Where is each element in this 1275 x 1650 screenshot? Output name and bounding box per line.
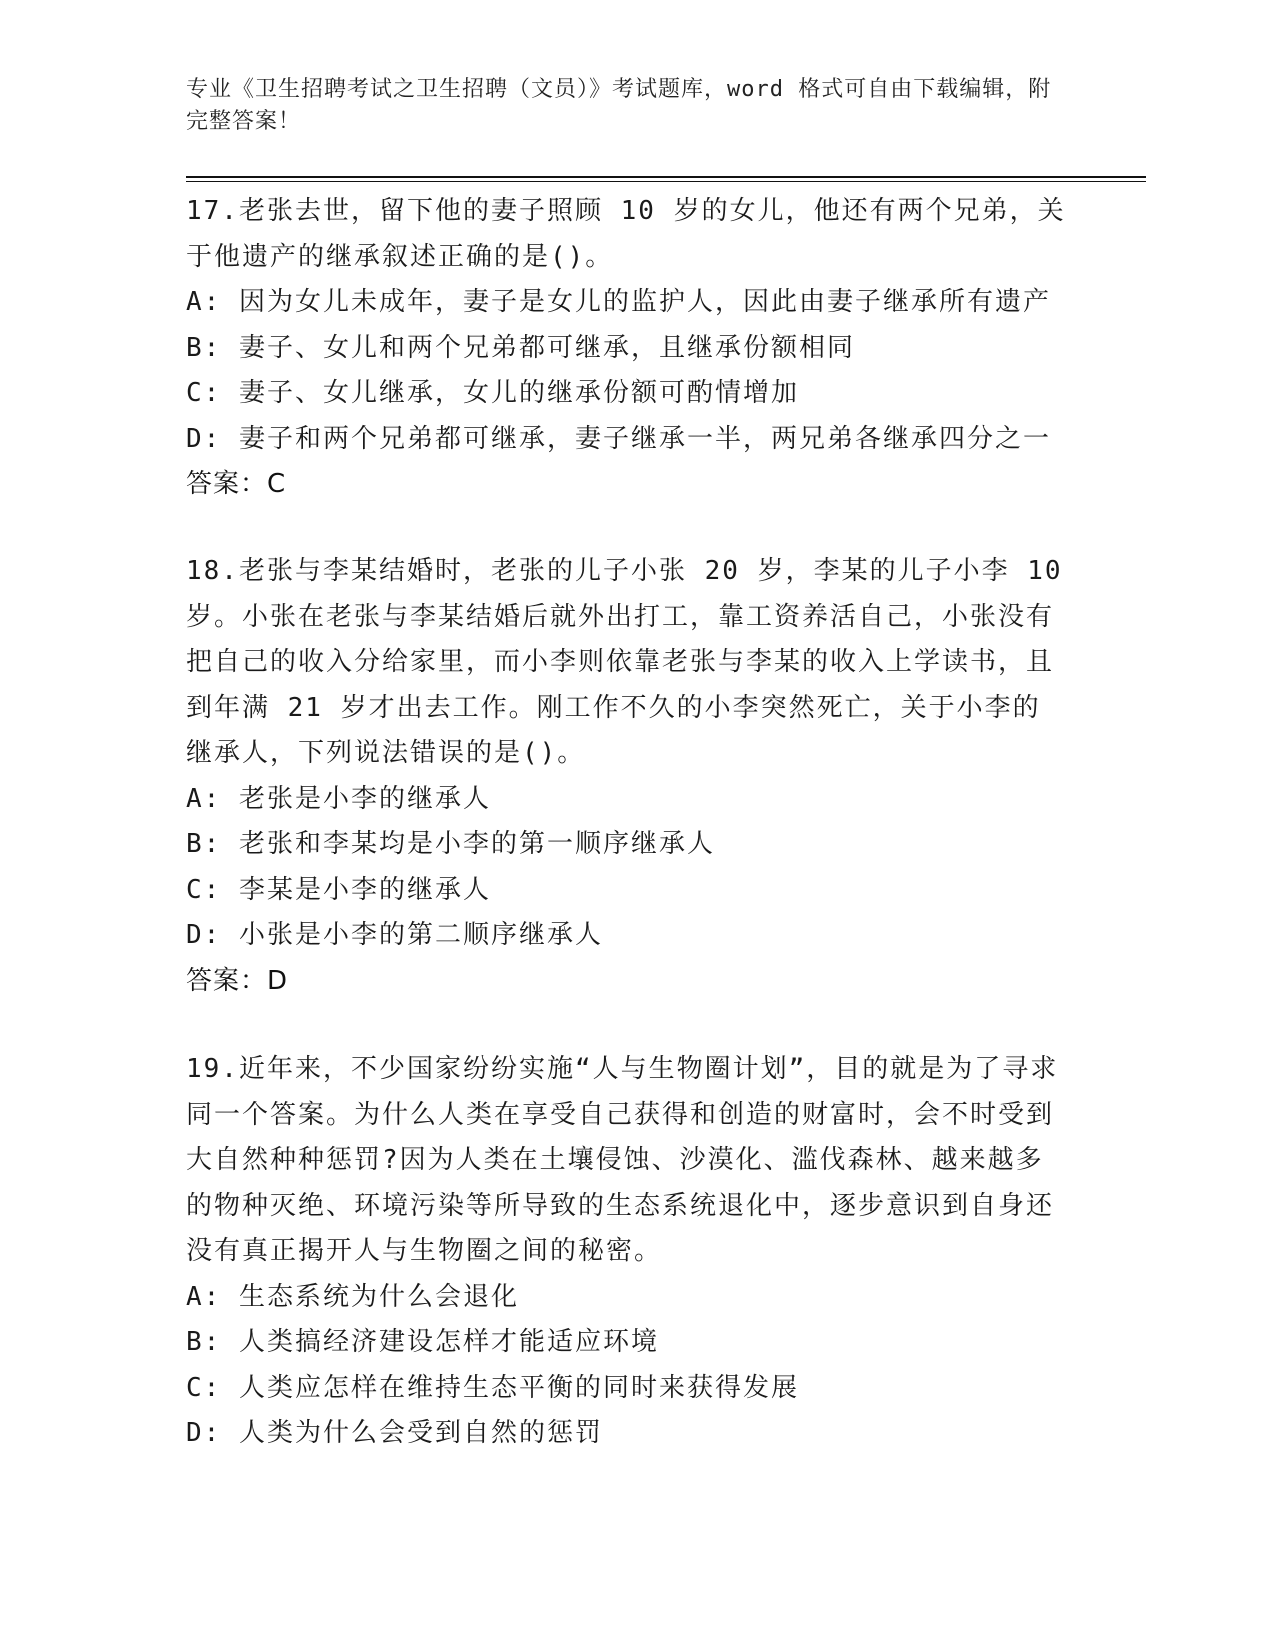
question-19 [186, 1047, 1066, 1457]
option-c: C: 人类应怎样在维持生态平衡的同时来获得发展 [186, 1372, 799, 1403]
option-b: B: 人类搞经济建设怎样才能适应环境 [186, 1327, 659, 1357]
question-18 [186, 549, 1066, 1004]
option-b: B: 老张和李某均是小李的第一顺序继承人 [186, 829, 715, 859]
question-stem: 18.老张与李某结婚时，老张的儿子小张 20 岁，李某的儿子小李 10 岁。小张在老张与李某结婚后就外出打工，靠工资养活自己，小张没有把自己的收入分给家里，而小李则依靠老张与李某的收入上学读书，且到年满 21 岁才出去工作。刚工作不久的小李突然死亡，关于小李的继承人，下列说法错误的是()。 [186, 556, 1063, 768]
answer-line: 答案：C [186, 469, 287, 499]
option-d: D: 人类为什么会受到自然的惩罚 [186, 1418, 603, 1448]
header-rule-thick [186, 176, 1146, 178]
option-a: A: 生态系统为什么会退化 [186, 1281, 519, 1312]
option-c: C: 妻子、女儿继承，女儿的继承份额可酌情增加 [186, 378, 799, 408]
question-17 [186, 189, 1066, 507]
answer-line: 答案：D [186, 965, 289, 996]
option-c: C: 李某是小李的继承人 [186, 874, 491, 905]
header-rule-thin [186, 181, 1146, 182]
option-a: A: 因为女儿未成年，妻子是女儿的监护人，因此由妻子继承所有遗产 [186, 287, 1051, 317]
option-d: D: 小张是小李的第二顺序继承人 [186, 920, 603, 950]
option-b: B: 妻子、女儿和两个兄弟都可继承，且继承份额相同 [186, 332, 855, 363]
option-a: A: 老张是小李的继承人 [186, 783, 491, 814]
page-header: 专业《卫生招聘考试之卫生招聘（文员）》考试题库，word 格式可自由下载编辑，附完整答案！ [186, 77, 1052, 134]
option-d: D: 妻子和两个兄弟都可继承，妻子继承一半，两兄弟各继承四分之一 [186, 423, 1051, 454]
question-stem: 17.老张去世，留下他的妻子照顾 10 岁的女儿，他还有两个兄弟，关于他遗产的继承叙述正确的是()。 [186, 196, 1066, 272]
question-stem: 19.近年来，不少国家纷纷实施“人与生物圈计划”，目的就是为了寻求同一个答案。为什么人类在享受自己获得和创造的财富时，会不时受到大自然种种惩罚?因为人类在土壤侵蚀、沙漠化、滥伐森林、越来越多的物种灭绝、环境污染等所导致的生态系统退化中，逐步意识到自身还没有真正揭开人与生物圈之间的秘密。 [186, 1054, 1059, 1266]
